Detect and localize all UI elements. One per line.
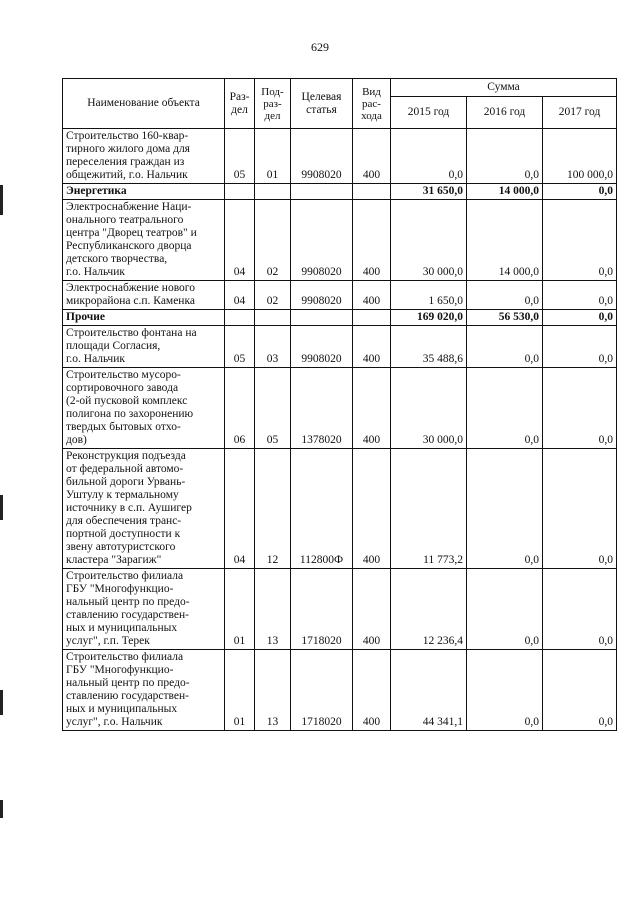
cell-2015: 30 000,0 — [391, 368, 467, 449]
cell-2015: 169 020,0 — [391, 310, 467, 326]
cell-2017: 0,0 — [543, 368, 617, 449]
cell-2016: 0,0 — [467, 368, 543, 449]
cell-2017: 0,0 — [543, 569, 617, 650]
table-row — [63, 368, 617, 449]
cell-razdel: 01 — [225, 569, 255, 650]
cell-statya: 9908020 — [291, 129, 353, 184]
cell-statya — [291, 310, 353, 326]
margin-mark — [0, 185, 3, 215]
cell-name: Прочие — [63, 310, 225, 326]
cell-vid — [353, 184, 391, 200]
budget-table — [62, 78, 617, 731]
cell-2015: 44 341,1 — [391, 650, 467, 731]
cell-name: Электроснабжение Наци- онального театрального центра "Дворец театров" и Республиканского дворца детского творчества, г.о. Нальчик — [63, 200, 225, 281]
cell-statya: 1718020 — [291, 569, 353, 650]
cell-2017: 0,0 — [543, 281, 617, 310]
cell-2016: 14 000,0 — [467, 184, 543, 200]
cell-podrazdel: 01 — [255, 129, 291, 184]
cell-2015: 11 773,2 — [391, 449, 467, 569]
table-row — [63, 281, 617, 310]
cell-2015: 0,0 — [391, 129, 467, 184]
section-row — [63, 310, 617, 326]
cell-name: Электроснабжение нового микрорайона с.п. Каменка — [63, 281, 225, 310]
cell-razdel: 05 — [225, 326, 255, 368]
cell-podrazdel — [255, 184, 291, 200]
cell-2016: 56 530,0 — [467, 310, 543, 326]
cell-2015: 31 650,0 — [391, 184, 467, 200]
cell-podrazdel: 13 — [255, 650, 291, 731]
cell-name: Строительство фонтана на площади Согласия, г.о. Нальчик — [63, 326, 225, 368]
cell-razdel: 04 — [225, 449, 255, 569]
cell-2016: 0,0 — [467, 281, 543, 310]
cell-name: Реконструкция подъезда от федеральной автомо- бильной дороги Урвань- Уштулу к термальному источнику в с.п. Аушигер для обеспечения транс- портной доступности к звену автотуристского кластера "Зарагиж" — [63, 449, 225, 569]
table-row — [63, 200, 617, 281]
cell-2017: 0,0 — [543, 650, 617, 731]
cell-vid: 400 — [353, 129, 391, 184]
cell-razdel: 04 — [225, 200, 255, 281]
cell-2015: 1 650,0 — [391, 281, 467, 310]
header-name: Наименование объекта — [63, 79, 225, 129]
cell-podrazdel: 13 — [255, 569, 291, 650]
cell-statya: 9908020 — [291, 281, 353, 310]
header-statya: Целевая статья — [291, 79, 353, 129]
header-vid: Вид рас- хода — [353, 79, 391, 129]
cell-statya: 1378020 — [291, 368, 353, 449]
cell-vid: 400 — [353, 200, 391, 281]
header-2016: 2016 год — [467, 97, 543, 129]
cell-2017: 0,0 — [543, 326, 617, 368]
cell-podrazdel: 02 — [255, 281, 291, 310]
header-2015: 2015 год — [391, 97, 467, 129]
header-2017: 2017 год — [543, 97, 617, 129]
cell-razdel — [225, 310, 255, 326]
cell-vid: 400 — [353, 650, 391, 731]
cell-2017: 0,0 — [543, 200, 617, 281]
table-row — [63, 129, 617, 184]
cell-vid: 400 — [353, 281, 391, 310]
cell-vid — [353, 310, 391, 326]
cell-2015: 35 488,6 — [391, 326, 467, 368]
cell-statya: 9908020 — [291, 326, 353, 368]
cell-podrazdel: 12 — [255, 449, 291, 569]
cell-2016: 0,0 — [467, 650, 543, 731]
cell-razdel — [225, 184, 255, 200]
cell-2017: 0,0 — [543, 449, 617, 569]
margin-mark — [0, 690, 3, 715]
header-podrazdel: Под- раз- дел — [255, 79, 291, 129]
cell-vid: 400 — [353, 449, 391, 569]
cell-name: Строительство 160-квар- тирного жилого дома для переселения граждан из общежитий, г.о. Нальчик — [63, 129, 225, 184]
cell-2017: 0,0 — [543, 310, 617, 326]
page-number: 629 — [311, 40, 329, 54]
cell-statya — [291, 184, 353, 200]
cell-vid: 400 — [353, 368, 391, 449]
cell-statya: 9908020 — [291, 200, 353, 281]
table-body — [63, 129, 617, 731]
section-row — [63, 184, 617, 200]
header-summa: Сумма — [391, 79, 617, 97]
cell-podrazdel — [255, 310, 291, 326]
cell-name: Строительство филиала ГБУ "Многофункцио- нальный центр по предо- ставлению государствен- ных и муниципальных услуг", г.о. Нальчик — [63, 650, 225, 731]
cell-statya: 1718020 — [291, 650, 353, 731]
cell-razdel: 04 — [225, 281, 255, 310]
cell-razdel: 05 — [225, 129, 255, 184]
cell-name: Энергетика — [63, 184, 225, 200]
cell-name: Строительство филиала ГБУ "Многофункцио- нальный центр по предо- ставлению государствен- ных и муниципальных услуг", г.п. Терек — [63, 569, 225, 650]
table-row — [63, 650, 617, 731]
cell-2016: 0,0 — [467, 569, 543, 650]
cell-2017: 100 000,0 — [543, 129, 617, 184]
cell-2015: 30 000,0 — [391, 200, 467, 281]
cell-2015: 12 236,4 — [391, 569, 467, 650]
cell-name: Строительство мусоро- сортировочного завода (2-ой пусковой комплекс полигона по захоронению твердых бытовых отхо- дов) — [63, 368, 225, 449]
cell-2016: 14 000,0 — [467, 200, 543, 281]
cell-2016: 0,0 — [467, 449, 543, 569]
cell-razdel: 06 — [225, 368, 255, 449]
cell-podrazdel: 02 — [255, 200, 291, 281]
cell-razdel: 01 — [225, 650, 255, 731]
table-row — [63, 326, 617, 368]
cell-2016: 0,0 — [467, 129, 543, 184]
margin-mark — [0, 495, 3, 520]
cell-podrazdel: 05 — [255, 368, 291, 449]
table-row — [63, 449, 617, 569]
cell-vid: 400 — [353, 326, 391, 368]
table-row — [63, 569, 617, 650]
cell-podrazdel: 03 — [255, 326, 291, 368]
cell-vid: 400 — [353, 569, 391, 650]
margin-mark — [0, 800, 3, 818]
cell-statya: 112800Ф — [291, 449, 353, 569]
cell-2016: 0,0 — [467, 326, 543, 368]
cell-2017: 0,0 — [543, 184, 617, 200]
header-razdel: Раз- дел — [225, 79, 255, 129]
